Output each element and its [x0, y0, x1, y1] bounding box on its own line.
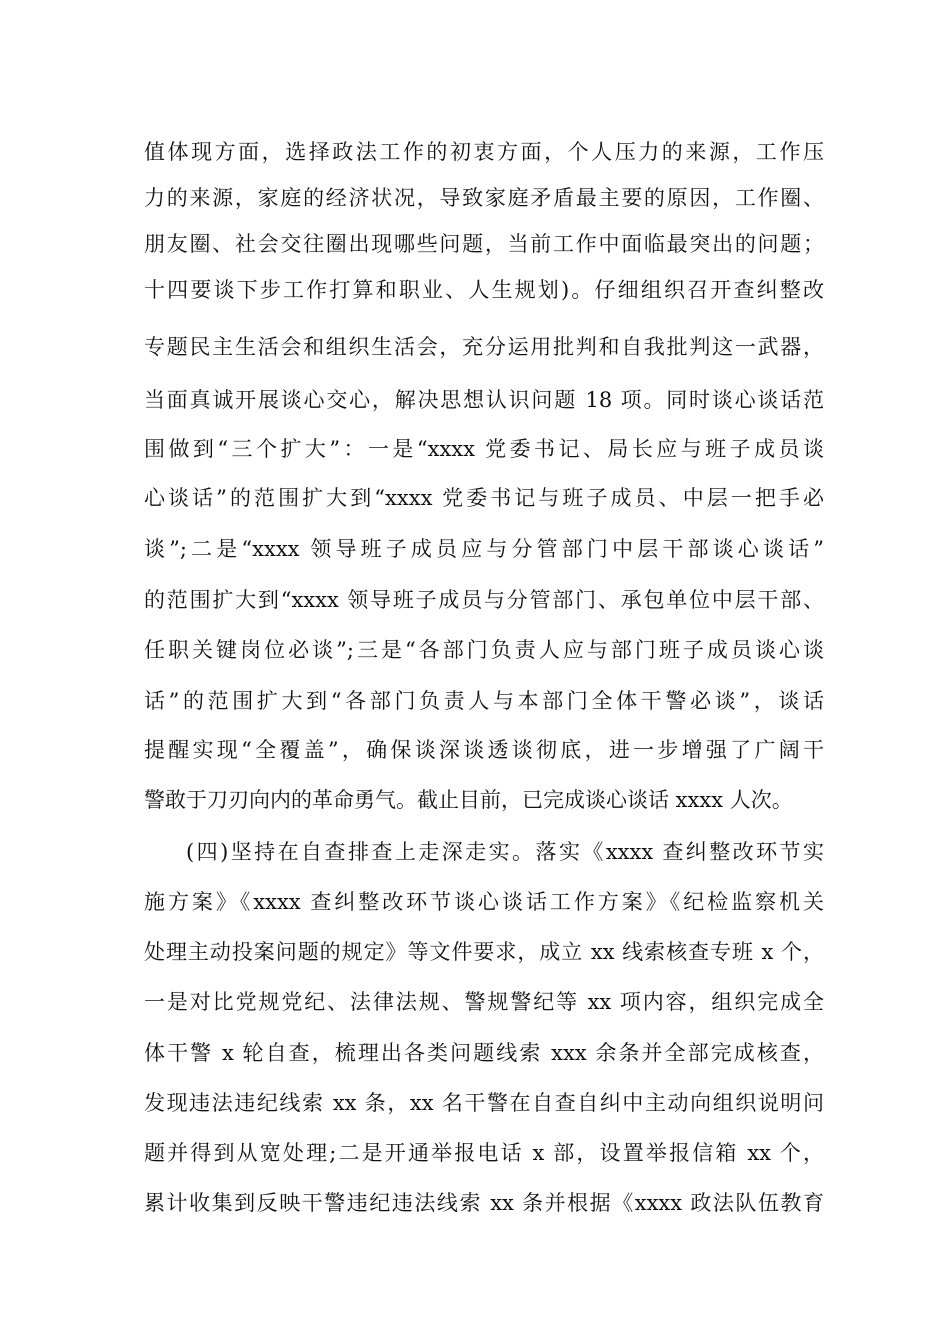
text-line: 力的来源，家庭的经济状况，导致家庭矛盾最主要的原因，工作圈、: [144, 186, 824, 210]
text-line: 朋友圈、社会交往圈出现哪些问题，当前工作中面临最突出的问题；: [144, 232, 824, 256]
text-line: 十四要谈下步工作打算和职业、人生规划)。仔细组织召开查纠整改: [144, 278, 824, 302]
text-line: 当面真诚开展谈心交心，解决思想认识问题 18 项。同时谈心谈话范: [144, 388, 824, 412]
paragraph-start-line: (四)坚持在自查排查上走深走实。落实《xxxx 查纠整改环节实: [186, 840, 824, 864]
text-line: 心谈话”的范围扩大到“xxxx 党委书记与班子成员、中层一把手必: [144, 486, 824, 510]
text-line: 专题民主生活会和组织生活会，充分运用批判和自我批判这一武器，: [144, 335, 824, 359]
text-line: 一是对比党规党纪、法律法规、警规警纪等 xx 项内容，组织完成全: [144, 990, 824, 1014]
text-line: 题并得到从宽处理;二是开通举报电话 x 部，设置举报信箱 xx 个，: [144, 1141, 824, 1165]
text-line: 的范围扩大到“xxxx 领导班子成员与分管部门、承包单位中层干部、: [144, 588, 824, 612]
text-line: 提醒实现“全覆盖”，确保谈深谈透谈彻底，进一步增强了广阔干: [144, 738, 824, 762]
text-line: 围做到“三个扩大”：一是“xxxx 党委书记、局长应与班子成员谈: [144, 437, 824, 461]
text-line: 处理主动投案问题的规定》等文件要求，成立 xx 线索核查专班 x 个，: [144, 940, 824, 964]
text-line: 谈”;二是“xxxx 领导班子成员应与分管部门中层干部谈心谈话”: [144, 537, 824, 561]
text-line: 施方案》《xxxx 查纠整改环节谈心谈话工作方案》《纪检监察机关: [144, 890, 824, 914]
text-line: 体干警 x 轮自查，梳理出各类问题线索 xxx 余条并全部完成核查，: [144, 1041, 824, 1065]
text-line: 累计收集到反映干警违纪违法线索 xx 条并根据《xxxx 政法队伍教育: [144, 1191, 824, 1215]
text-line: 话”的范围扩大到“各部门负责人与本部门全体干警必谈”，谈话: [144, 689, 824, 713]
text-line: 发现违法违纪线索 xx 条，xx 名干警在自查自纠中主动向组织说明问: [144, 1091, 824, 1115]
text-line: 任职关键岗位必谈”;三是“各部门负责人应与部门班子成员谈心谈: [144, 638, 824, 662]
text-line: 警敢于刀刃向内的革命勇气。截止目前，已完成谈心谈话 xxxx 人次。: [144, 788, 793, 812]
text-line: 值体现方面，选择政法工作的初衷方面，个人压力的来源，工作压: [144, 140, 824, 164]
